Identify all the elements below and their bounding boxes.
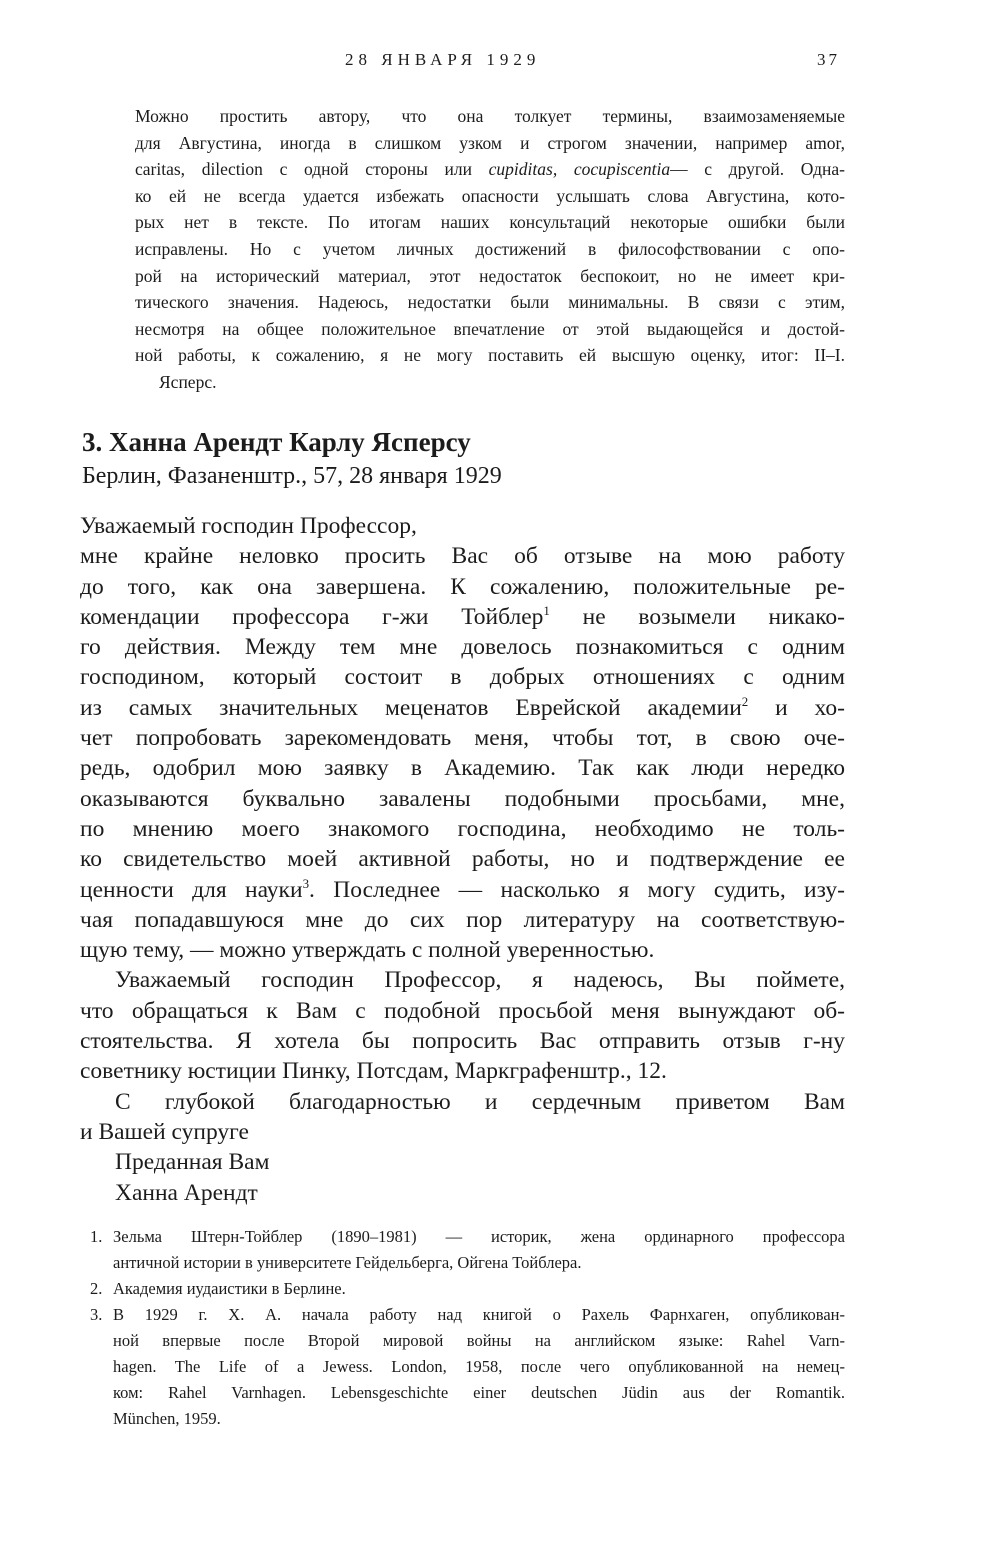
footnote-number: 1. (90, 1227, 103, 1246)
text-line: советнику юстиции Пинку, Потсдам, Маркграфенштр., 12. (80, 1058, 667, 1085)
text-line: го действия. Между тем мне довелось познакомиться с одним (80, 634, 845, 661)
text-line: комендации профессора г-жи Тойблер$^1$ не возымели никако- (80, 603, 845, 630)
footnote-ref: 2 (741, 693, 749, 709)
text-line: ной работы, к сожалению, я не могу поставить ей высшую оценку, итог: II–I. (135, 345, 845, 366)
text-line: Уважаемый господин Профессор, я надеюсь, Вы поймете, (115, 967, 845, 994)
text-line: München, 1959. (113, 1409, 221, 1428)
footnote (90, 1302, 845, 1432)
text-line: ко свидетельство моей активной работы, но и подтверждение ее (80, 846, 845, 873)
text-line: hagen. The Life of a Jewess. London, 1958, после чего опубликованной на немец- (113, 1357, 845, 1376)
letter-closing: Преданная Вам (115, 1149, 270, 1176)
text-line: чет попробовать зарекомендовать меня, чтобы тот, в свою оче- (80, 725, 845, 752)
text-line: античной истории в университете Гейдельберга, Ойгена Тойблера. (113, 1253, 582, 1272)
text-line: рых нет в тексте. По итогам наших консультаций некоторые ошибки были (135, 212, 845, 233)
text-line: чая попадавшуюся мне до сих пор литературу на соответствую- (80, 906, 845, 933)
footnote-ref: 3 (302, 875, 310, 891)
text-line: из самых значительных меценатов Еврейской академии$^2$ и хо- (80, 693, 845, 721)
italic-terms: cupiditas, cocupiscentia (488, 159, 671, 180)
review-signature: Ясперс. (159, 371, 217, 392)
text-line: caritas, dilection с одной стороны или cupiditas, cocupiscentia— с другой. Одна- (135, 159, 845, 180)
text-line: по мнению моего знакомого господина, необходимо не толь- (80, 815, 845, 842)
letter-place-date: Берлин, Фазаненштр., 57, 28 января 1929 (82, 463, 502, 489)
text-line: тического значения. Надеюсь, недостатки были минимальны. В связи с этим, (135, 292, 845, 313)
text-line: мне крайне неловко просить Вас об отзыве на мою работу (80, 543, 845, 570)
text-line: господином, который состоит в добрых отношениях с одним (80, 664, 845, 691)
footnotes (90, 1224, 845, 1432)
letter-title: 3. Ханна Арендт Карлу Ясперсу (82, 427, 471, 457)
text-line: В 1929 г. Х. А. начала работу над книгой о Рахель Фарнхаген, опубликован- (113, 1305, 845, 1324)
running-head-title: 28 ЯНВАРЯ 1929 (345, 50, 541, 69)
text-line: ко ей не всегда удается избежать опасности услышать слова Августина, кото- (135, 185, 845, 206)
text-line: ценности для науки$^3$. Последнее — насколько я могу судить, изу- (80, 875, 845, 903)
running-head (0, 50, 1000, 74)
letter-signature: Ханна Арендт (115, 1179, 258, 1206)
text-line: что обращаться к Вам с подобной просьбой меня вынуждают об- (80, 997, 845, 1024)
footnote (90, 1276, 845, 1302)
text-line: Зельма Штерн-Тойблер (1890–1981) — историк, жена ординарного профессора (113, 1227, 845, 1246)
text-line: щую тему, — можно утверждать с полной уверенностью. (80, 937, 655, 964)
text-line: С глубокой благодарностью и сердечным приветом Вам (115, 1088, 845, 1115)
letter-body (80, 511, 845, 1208)
footnote-ref: 1 (543, 603, 550, 619)
page-number: 37 (817, 50, 840, 69)
text-line: Академия иудаистики в Берлине. (113, 1279, 346, 1298)
text-line: ком: Rahel Varnhagen. Lebensgeschichte einer deutschen Jüdin aus der Romantik. (113, 1383, 845, 1402)
text-line: несмотря на общее положительное впечатление от этой выдающейся и достой- (135, 318, 845, 339)
text-line: ной впервые после Второй мировой войны на английском языке: Rahel Varn- (113, 1331, 845, 1350)
salutation: Уважаемый господин Профессор, (80, 513, 417, 539)
letter-heading (82, 425, 782, 493)
text-line: рой на исторический материал, этот недостаток беспокоит, но не имеет кри- (135, 265, 845, 286)
text-line: исправлены. Но с учетом личных достижений в философствовании с опо- (135, 238, 845, 259)
text-line: редь, одобрил мою заявку в Академию. Так как люди нередко (80, 755, 845, 782)
text-line: и Вашей супруге (80, 1118, 249, 1145)
text-line: стоятельства. Я хотела бы попросить Вас отправить отзыв г-ну (80, 1028, 845, 1055)
text-line: для Августина, иногда в слишком узком и строгом значении, например amor, (135, 132, 845, 153)
review-excerpt (135, 103, 845, 396)
footnote-number: 2. (90, 1279, 103, 1298)
text-line: Можно простить автору, что она толкует термины, взаимозаменяемые (135, 106, 845, 126)
text-line: до того, как она завершена. К сожалению, положительные ре- (80, 573, 845, 600)
footnote-number: 3. (90, 1305, 103, 1324)
footnote (90, 1224, 845, 1276)
text-line: оказываются буквально завалены подобными просьбами, мне, (80, 785, 845, 812)
